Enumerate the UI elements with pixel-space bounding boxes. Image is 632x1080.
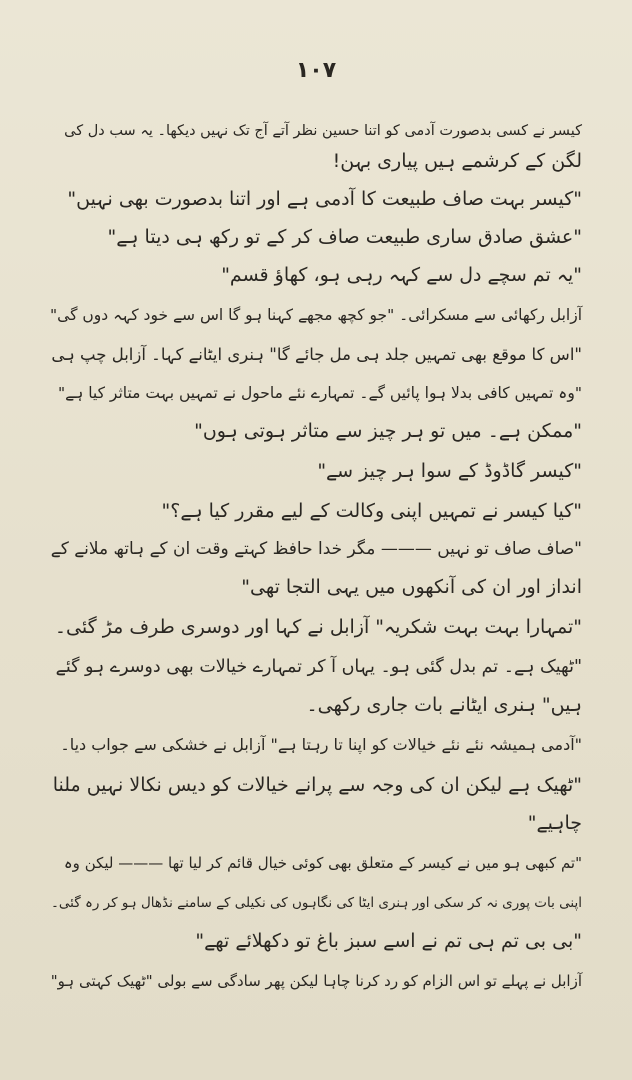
text-line: "تمہارا بہت بہت شکریہ" آزابل نے کہا اور دوسری طرف مڑ گئی۔	[54, 616, 582, 638]
text-line: "ممکن ہے۔ میں تو ہر چیز سے متاثر ہوتی ہوں"	[194, 420, 582, 442]
text-line: لگن کے کرشمے ہیں پیاری بہن!	[332, 150, 582, 172]
text-line: "صاف صاف تو نہیں ——— مگر خدا حافظ کہتے وقت ان کے ہاتھ ملانے کے	[50, 539, 582, 559]
text-line: "کیا کیسر نے تمہیں اپنی وکالت کے لیے مقرر کیا ہے؟"	[161, 500, 582, 522]
text-line: "ٹھیک ہے لیکن ان کی وجہ سے پرانے خیالات کو دیس نکالا نہیں ملنا	[52, 774, 582, 796]
text-line: آزابل رکھائی سے مسکرائی۔ "جو کچھ مجھے کہنا ہو گا اس سے خود کہہ دوں گی"	[50, 306, 582, 324]
text-line: "تم کبھی ہو میں نے کیسر کے متعلق بھی کوئی خیال قائم کر لیا تھا ——— لیکن وہ	[63, 854, 582, 872]
text-line: "اس کا موقع بھی تمہیں جلد ہی مل جائے گا" ہنری ایٹانے کہا۔ آزابل چپ ہی	[51, 345, 582, 364]
text-line: "کیسر گاڈوڈ کے سوا ہر چیز سے"	[317, 460, 582, 482]
text-line: چاہیے"	[527, 812, 582, 834]
text-line: "ٹھیک ہے۔ تم بدل گئی ہو۔ یہاں آ کر تمہارے خیالات بھی دوسرے ہو گئے	[55, 657, 582, 677]
text-line: "یہ تم سچے دل سے کہہ رہی ہو، کھاؤ قسم"	[221, 264, 582, 286]
text-line: ہیں" ہنری ایٹانے بات جاری رکھی۔	[306, 694, 582, 716]
text-line: "وہ تمہیں کافی بدلا ہوا پائیں گے۔ تمہارے نئے ماحول نے تمہیں بہت متاثر کیا ہے"	[57, 384, 582, 402]
text-line: انداز اور ان کی آنکھوں میں یہی التجا تھی"	[241, 576, 582, 598]
text-line: "آدمی ہمیشہ نئے نئے خیالات کو اپنا تا رہتا ہے" آزابل نے خشکی سے جواب دیا۔	[60, 735, 582, 754]
text-line: اپنی بات پوری نہ کر سکی اور ہنری ایٹا کی نگاہوں کی نکیلی کے سامنے نڈھال ہو کر رہ گئی۔	[50, 895, 582, 911]
page-number: ۱۰۷	[295, 58, 337, 83]
text-line: "کیسر بہت صاف طبیعت کا آدمی ہے اور اتنا بدصورت بھی نہیں"	[67, 188, 582, 210]
text-line: آزابل نے پہلے تو اس الزام کو رد کرنا چاہا لیکن پھر سادگی سے بولی "ٹھیک کہتی ہو"	[50, 972, 582, 990]
text-line: "بی بی تم ہی تم نے اسے سبز باغ تو دکھلائے تھے"	[195, 930, 582, 952]
text-line: "عشق صادق ساری طبیعت صاف کر کے تو رکھ ہی دیتا ہے"	[107, 226, 582, 248]
text-line: کیسر نے کسی بدصورت آدمی کو اتنا حسین نظر آتے آج تک نہیں دیکھا۔ یہ سب دل کی	[64, 123, 582, 139]
